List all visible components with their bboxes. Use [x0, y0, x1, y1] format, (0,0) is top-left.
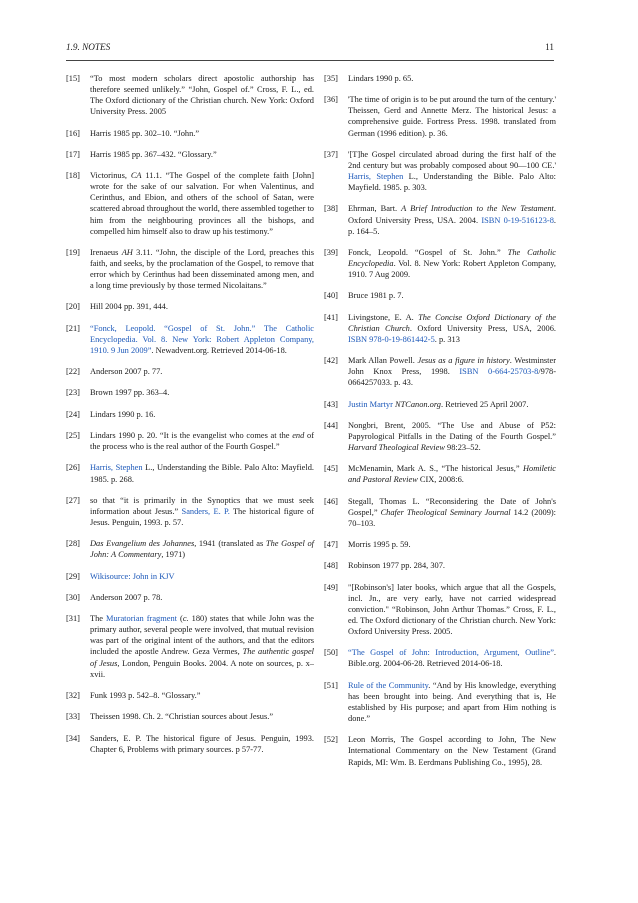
reference-link[interactable]: Rule of the Community — [348, 680, 429, 690]
reference-text: The Gospel of John: A Commentary — [90, 539, 314, 560]
reference-item — [66, 495, 314, 528]
reference-number: [28] — [66, 539, 80, 549]
reference-text: The Concise Oxford Dictionary of the Christian Church — [348, 312, 556, 333]
reference-item — [324, 149, 556, 193]
reference-item — [66, 430, 314, 452]
reference-item — [324, 560, 556, 571]
reference-number: [45] — [324, 464, 338, 474]
reference-link[interactable]: ISBN 0-664-25703-8 — [459, 367, 539, 377]
reference-text: The — [90, 614, 107, 624]
reference-text: AH — [121, 247, 133, 257]
reference-item — [66, 690, 314, 701]
reference-text: 'The time of origin is to be put around the turn of the century.' Theissen, Gerd and Annette Merz. The historical Jesus: a comprehensive guide. Fortress Press. 1998. translated from German (1996 edition). p. 36. — [348, 95, 556, 138]
reference-text: . p. 313 — [434, 334, 460, 344]
reference-text: "[Robinson's] later books, which argue that all the Gospels, incl. Jn., are very early, have not carried widespread conviction." “Robinson, John Arthur Thomas.” Cross, F. L., ed. The Oxford dictionary of the Christian church. New York: Oxford University Press. 2005. — [348, 582, 556, 637]
reference-text: Harris 1985 pp. 302–10. “John.” — [90, 128, 200, 138]
reference-text: so that “it is primarily in the Synoptics that we must seek information about Jesus.” — [90, 495, 314, 516]
reference-text: c. — [182, 614, 189, 624]
reference-item — [66, 538, 314, 560]
reference-number: [25] — [66, 431, 80, 441]
reference-link[interactable]: “The Gospel of John: Introduction, Argument, Outline” — [348, 648, 554, 658]
reference-number: [35] — [324, 74, 338, 83]
reference-text: . Oxford University Press, USA, 2006. — [409, 323, 556, 333]
reference-link[interactable]: Harris, Stephen — [90, 463, 143, 473]
reference-number: [18] — [66, 171, 80, 181]
header-rule — [66, 60, 554, 61]
reference-item — [324, 496, 556, 529]
reference-text: Mark Allan Powell. — [348, 356, 418, 366]
reference-number: [16] — [66, 128, 80, 138]
reference-number: [42] — [324, 356, 338, 366]
reference-text: Livingstone, E. A. — [348, 312, 419, 322]
reference-item — [324, 312, 556, 345]
reference-text: CIX, 2008:6. — [417, 475, 464, 485]
reference-text: 180) states that while John was the primary author, several people were involved, that mutual revision was part of the original intent of the authors, and that the editors included the apostle Andrew. Geza Vermes, — [90, 614, 315, 657]
reference-number: [24] — [66, 409, 80, 419]
reference-number: [36] — [324, 95, 338, 105]
reference-link[interactable]: Sanders, E. P. — [181, 506, 230, 516]
reference-text: Lindars 1990 p. 65. — [348, 74, 414, 83]
reference-text: , 1941 (translated as — [194, 539, 266, 549]
reference-item — [324, 647, 556, 669]
reference-text: '[T]he Gospel circulated abroad during the first half of the 2nd century but was probably composed about 90—100 CE.' — [348, 149, 556, 170]
reference-text: Lindars 1990 p. 16. — [90, 409, 156, 419]
reference-item — [66, 149, 314, 160]
reference-number: [23] — [66, 388, 80, 398]
reference-number: [49] — [324, 582, 338, 592]
reference-item — [66, 711, 314, 722]
reference-text: Lindars 1990 p. 20. “It is the evangelist who comes at the — [90, 431, 293, 441]
reference-number: [15] — [66, 74, 80, 83]
reference-link[interactable]: ISBN 0-19-516123-8 — [481, 215, 554, 225]
reference-item — [66, 170, 314, 237]
reference-text: Leon Morris, The Gospel according to John, The New International Commentary on the New Testament (Grand Rapids, MI: Wm. B. Eerdmans Publishing Co., 1995), 28. — [348, 735, 556, 767]
reference-link[interactable]: Harris, Stephen — [348, 172, 404, 182]
reference-text: CA — [130, 171, 142, 181]
reference-text: Robinson 1977 pp. 284, 307. — [348, 561, 446, 571]
reference-item — [66, 571, 314, 582]
reference-number: [48] — [324, 561, 338, 571]
reference-text: Bruce 1981 p. 7. — [348, 291, 404, 301]
reference-text: Harvard Theological Review — [348, 443, 445, 453]
reference-number: [44] — [324, 420, 338, 430]
reference-item — [66, 73, 314, 117]
reference-number: [52] — [324, 735, 338, 745]
reference-text: Harris 1985 pp. 367–432. “Glossary.” — [90, 149, 217, 159]
reference-text: Nongbri, Brent, 2005. “The Use and Abuse of P52: Papyrological Pitfalls in the Dating of the Fourth Gospel.” — [348, 420, 556, 441]
reference-item — [324, 94, 556, 138]
reference-number: [20] — [66, 302, 80, 312]
reference-item — [324, 203, 556, 236]
reference-number: [39] — [324, 247, 338, 257]
reference-item — [324, 247, 556, 280]
reference-item — [66, 301, 314, 312]
reference-text: 98:23–52. — [444, 443, 481, 453]
reference-text: L., Understanding the Bible. Palo Alto: Mayfield. 1985. p. 303. — [348, 172, 556, 193]
reference-text: Stegall, Thomas L. “Reconsidering the Date of John's Gospel,” — [348, 496, 556, 517]
reference-text: . Bible.org. 2004-06-28. Retrieved 2014-06-18. — [348, 648, 556, 669]
reference-text: Anderson 2007 p. 78. — [90, 592, 163, 602]
reference-link[interactable]: “Fonck, Leopold. “Gospel of St. John.” The Catholic Encyclopedia. Vol. 8. New York: Robert Appleton Company, 1910. 9 Jun 2009” — [90, 323, 314, 355]
reference-text: Fonck, Leopold. “Gospel of St. John.” — [348, 247, 508, 257]
reference-number: [50] — [324, 648, 338, 658]
reference-text: Irenaeus — [90, 247, 122, 257]
reference-link[interactable]: ISBN 978-0-19-861442-5 — [348, 334, 435, 344]
reference-item — [324, 420, 556, 453]
reference-text: . Westminster John Knox Press, 1998. — [348, 356, 556, 377]
reference-text: 14.2 (2009): 70–103. — [348, 507, 556, 528]
reference-text: Morris 1995 p. 59. — [348, 540, 411, 550]
page-number: 11 — [545, 42, 554, 52]
reference-number: [26] — [66, 463, 80, 473]
reference-item — [324, 355, 556, 388]
reference-text: . Retrieved 25 April 2007. — [441, 399, 529, 409]
reference-text: /978-0664257033. p. 43. — [348, 367, 556, 388]
reference-text: Homiletic and Pastoral Review — [348, 464, 556, 485]
reference-text: Ehrman, Bart. — [348, 204, 402, 214]
right-column — [324, 73, 556, 778]
reference-text: Jesus as a figure in history — [417, 356, 510, 366]
reference-text: Sanders, E. P. The historical figure of Jesus. Penguin, 1993. Chapter 6, Problems with primary sources. p 57-77. — [90, 733, 314, 754]
reference-text: . Oxford University Press, USA. 2004. — [348, 204, 556, 225]
reference-link[interactable]: Wikisource: John in KJV — [90, 571, 175, 581]
reference-text: of the process who is the real author of the Fourth Gospel.” — [90, 431, 314, 452]
reference-item — [66, 733, 314, 755]
reference-text: L., Understanding the Bible. Palo Alto: Mayfield. 1985. p. 268. — [90, 463, 314, 484]
reference-item — [66, 247, 314, 291]
reference-item — [324, 463, 556, 485]
section-title: 1.9. NOTES — [66, 42, 111, 52]
left-column — [66, 73, 314, 765]
reference-text: Das Evangelium des Johannes — [90, 539, 195, 549]
reference-item — [324, 582, 556, 637]
reference-text: . p. 164–5. — [348, 215, 557, 236]
reference-text: , London, Penguin Books. 2004. A note on sources, p. x–xvii. — [90, 658, 314, 679]
reference-text: McMenamin, Mark A. S., “The historical Jesus,” — [348, 464, 523, 474]
reference-item — [324, 73, 556, 84]
reference-text: . Vol. 8. New York: Robert Appleton Company, 1910. 7 Aug 2009. — [348, 258, 556, 280]
reference-item — [66, 409, 314, 420]
reference-item — [66, 462, 314, 484]
reference-item — [66, 387, 314, 398]
reference-item — [324, 680, 556, 724]
reference-text: Victorinus, — [90, 171, 131, 181]
reference-text: ( — [176, 614, 183, 624]
reference-number: [17] — [66, 149, 80, 159]
reference-number: [37] — [324, 149, 338, 159]
reference-text: Hill 2004 pp. 391, 444. — [90, 302, 168, 312]
running-header — [66, 42, 554, 56]
reference-text: The historical figure of Jesus. Penguin, 1993. p. 57. — [90, 506, 315, 527]
reference-item — [66, 128, 314, 139]
reference-item — [66, 592, 314, 603]
reference-text: NTCanon.org — [395, 399, 441, 409]
reference-text: Theissen 1998. Ch. 2. “Christian sources about Jesus.” — [90, 712, 274, 722]
reference-number: [51] — [324, 680, 338, 690]
reference-item — [66, 613, 314, 680]
reference-number: [38] — [324, 204, 338, 214]
reference-number: [19] — [66, 247, 80, 257]
reference-item — [324, 539, 556, 550]
reference-number: [33] — [66, 712, 80, 722]
reference-text: Chafer Theological Seminary Journal — [380, 507, 511, 517]
reference-text: Brown 1997 pp. 363–4. — [90, 388, 170, 398]
reference-number: [30] — [66, 592, 80, 602]
reference-item — [66, 366, 314, 377]
reference-text: Funk 1993 p. 542–8. “Glossary.” — [90, 690, 201, 700]
reference-item — [324, 399, 556, 410]
reference-number: [34] — [66, 733, 80, 743]
reference-text: . Newadvent.org. Retrieved 2014-06-18. — [151, 345, 287, 355]
reference-link[interactable]: Muratorian fragment — [106, 614, 177, 624]
reference-number: [21] — [66, 323, 80, 333]
reference-text: Anderson 2007 p. 77. — [90, 367, 163, 377]
reference-text: The authentic gospel of Jesus — [90, 647, 314, 668]
reference-number: [29] — [66, 571, 80, 581]
reference-link[interactable]: Justin Martyr — [348, 399, 393, 409]
reference-number: [40] — [324, 291, 338, 301]
reference-text: 11.1. “The Gospel of the complete faith [John] wrote for the sake of our salvation. For when Valentinus, and Cerinthus, and Ebion, and others of the school of Satan, were scattered abroad throughout the world, there assembled together to him from the neighbouring provinces all the bishops, and compelled him himself also to draw up his testimony.” — [90, 171, 314, 236]
reference-item — [324, 734, 556, 767]
reference-item — [324, 290, 556, 301]
reference-number: [31] — [66, 614, 80, 624]
reference-number: [46] — [324, 496, 338, 506]
reference-text: A Brief Introduction to the New Testament — [401, 204, 554, 214]
reference-text: 3.11. “John, the disciple of the Lord, preaches this faith, and seeks, by the proclamation of the Gospel, to remove that error which by Cerinthus had been disseminated among men, and a long time previously by those termed Nicolaitans.” — [90, 247, 314, 291]
reference-number: [43] — [324, 399, 338, 409]
reference-number: [41] — [324, 312, 338, 322]
reference-number: [27] — [66, 495, 80, 505]
reference-text: , 1971) — [161, 550, 186, 560]
reference-number: [32] — [66, 690, 80, 700]
reference-text: The Catholic Encyclopedia — [348, 247, 556, 268]
reference-number: [47] — [324, 540, 338, 550]
reference-number: [22] — [66, 367, 80, 377]
reference-item — [66, 323, 314, 356]
reference-text: end — [292, 431, 305, 441]
reference-text: . “And by His knowledge, everything has been brought into being. And everything that is, He established by His purpose; and apart from Him nothing is done.” — [348, 680, 557, 724]
reference-text: “To most modern scholars direct apostolic authorship has therefore seemed unlikely.” “John, Gospel of.” Cross, F. L., ed. The Oxford dictionary of the Christian church. New York: Oxford University Press. 2005 — [90, 74, 314, 117]
